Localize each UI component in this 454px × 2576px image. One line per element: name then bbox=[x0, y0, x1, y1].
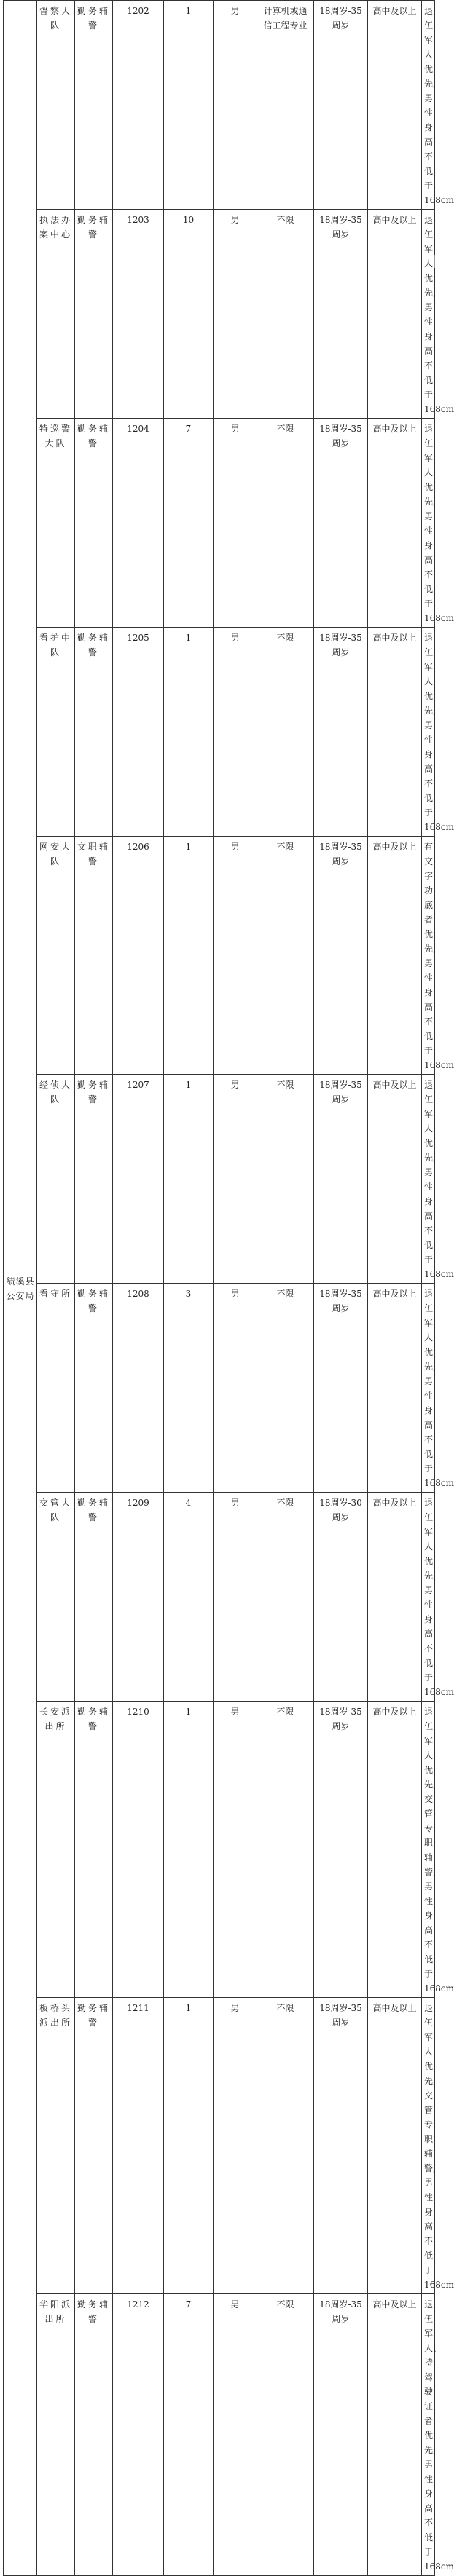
requirement-cell: 退伍军人、持驾驶证者优先,男性身高不低于168cm bbox=[422, 2294, 435, 2576]
age-cell: 18周岁-35周岁 bbox=[314, 1284, 368, 1493]
table-row bbox=[4, 1284, 435, 1493]
requirement-cell: 退伍军人优先,男性身高不低于168cm bbox=[422, 1075, 435, 1284]
gender-cell: 男 bbox=[214, 210, 257, 419]
education-cell: 高中及以上 bbox=[368, 1493, 422, 1702]
dept-cell: 督察大队 bbox=[37, 1, 75, 210]
unit-cell bbox=[4, 1, 37, 2576]
headcount-cell: 1 bbox=[164, 628, 214, 837]
headcount-cell: 7 bbox=[164, 419, 214, 628]
education-cell: 高中及以上 bbox=[368, 628, 422, 837]
education-cell: 高中及以上 bbox=[368, 1284, 422, 1493]
requirement-cell: 退伍军人优先,男性身高不低于168cm bbox=[422, 210, 435, 419]
requirement-cell: 退伍军人优先,男性身高不低于168cm bbox=[422, 419, 435, 628]
position-type-cell: 勤务辅警 bbox=[75, 2294, 113, 2576]
recruitment-table bbox=[3, 0, 454, 2576]
position-type-cell: 勤务辅警 bbox=[75, 1284, 113, 1493]
gender-cell: 男 bbox=[214, 2294, 257, 2576]
table-row bbox=[4, 210, 435, 419]
dept-cell: 执法办案中心 bbox=[37, 210, 75, 419]
table-row bbox=[4, 1, 435, 210]
major-cell: 不限 bbox=[257, 2294, 314, 2576]
position-code-cell: 1206 bbox=[113, 837, 164, 1075]
table-row bbox=[4, 419, 435, 628]
requirement-cell: 退伍军人优先,交管专职辅警,男性身高不低于168cm bbox=[422, 1998, 435, 2294]
position-code-cell: 1208 bbox=[113, 1284, 164, 1493]
major-cell: 不限 bbox=[257, 628, 314, 837]
page-edge-mark bbox=[434, 255, 437, 268]
gender-cell: 男 bbox=[214, 1284, 257, 1493]
education-cell: 高中及以上 bbox=[368, 1075, 422, 1284]
headcount-cell: 1 bbox=[164, 1, 214, 210]
education-cell: 高中及以上 bbox=[368, 1702, 422, 1998]
major-cell: 不限 bbox=[257, 1075, 314, 1284]
major-cell: 不限 bbox=[257, 1702, 314, 1998]
position-code-cell: 1209 bbox=[113, 1493, 164, 1702]
requirement-cell: 退伍军人优先,男性身高不低于168cm bbox=[422, 1, 435, 210]
position-code-cell: 1210 bbox=[113, 1702, 164, 1998]
age-cell: 18周岁-35周岁 bbox=[314, 1702, 368, 1998]
position-code-cell: 1207 bbox=[113, 1075, 164, 1284]
headcount-cell: 1 bbox=[164, 1702, 214, 1998]
position-code-cell: 1202 bbox=[113, 1, 164, 210]
dept-cell: 看护中队 bbox=[37, 628, 75, 837]
gender-cell: 男 bbox=[214, 1702, 257, 1998]
gender-cell: 男 bbox=[214, 1493, 257, 1702]
dept-cell: 看守所 bbox=[37, 1284, 75, 1493]
major-cell: 不限 bbox=[257, 419, 314, 628]
gender-cell: 男 bbox=[214, 1, 257, 210]
position-type-cell: 勤务辅警 bbox=[75, 628, 113, 837]
unit-name: 绩溪县公安局 bbox=[6, 1276, 35, 1301]
age-cell: 18周岁-35周岁 bbox=[314, 837, 368, 1075]
position-code-cell: 1211 bbox=[113, 1998, 164, 2294]
major-cell: 不限 bbox=[257, 1493, 314, 1702]
headcount-cell: 7 bbox=[164, 2294, 214, 2576]
requirement-cell: 退伍军人优先,男性身高不低于168cm bbox=[422, 628, 435, 837]
position-type-cell: 勤务辅警 bbox=[75, 1998, 113, 2294]
dept-cell: 网安大队 bbox=[37, 837, 75, 1075]
major-cell: 不限 bbox=[257, 837, 314, 1075]
table-row bbox=[4, 1493, 435, 1702]
age-cell: 18周岁-35周岁 bbox=[314, 1075, 368, 1284]
headcount-cell: 4 bbox=[164, 1493, 214, 1702]
headcount-cell: 1 bbox=[164, 1998, 214, 2294]
position-code-cell: 1212 bbox=[113, 2294, 164, 2576]
dept-cell: 交管大队 bbox=[37, 1493, 75, 1702]
age-cell: 18周岁-35周岁 bbox=[314, 419, 368, 628]
table-row bbox=[4, 1998, 435, 2294]
education-cell: 高中及以上 bbox=[368, 419, 422, 628]
major-cell: 计算机或通信工程专业 bbox=[257, 1, 314, 210]
gender-cell: 男 bbox=[214, 1998, 257, 2294]
education-cell: 高中及以上 bbox=[368, 210, 422, 419]
position-code-cell: 1205 bbox=[113, 628, 164, 837]
education-cell: 高中及以上 bbox=[368, 837, 422, 1075]
dept-cell: 经侦大队 bbox=[37, 1075, 75, 1284]
headcount-cell: 3 bbox=[164, 1284, 214, 1493]
position-type-cell: 勤务辅警 bbox=[75, 210, 113, 419]
requirement-cell: 退伍军人优先,男性身高不低于168cm bbox=[422, 1493, 435, 1702]
major-cell: 不限 bbox=[257, 1284, 314, 1493]
table-row bbox=[4, 1702, 435, 1998]
headcount-cell: 1 bbox=[164, 837, 214, 1075]
gender-cell: 男 bbox=[214, 837, 257, 1075]
age-cell: 18周岁-35周岁 bbox=[314, 1, 368, 210]
position-type-cell: 文职辅警 bbox=[75, 837, 113, 1075]
headcount-cell: 1 bbox=[164, 1075, 214, 1284]
dept-cell: 华阳派出所 bbox=[37, 2294, 75, 2576]
gender-cell: 男 bbox=[214, 628, 257, 837]
major-cell: 不限 bbox=[257, 1998, 314, 2294]
age-cell: 18周岁-35周岁 bbox=[314, 628, 368, 837]
position-type-cell: 勤务辅警 bbox=[75, 1, 113, 210]
table-row bbox=[4, 628, 435, 837]
requirement-cell: 退伍军人优先,男性身高不低于168cm bbox=[422, 1284, 435, 1493]
position-type-cell: 勤务辅警 bbox=[75, 1075, 113, 1284]
education-cell: 高中及以上 bbox=[368, 1998, 422, 2294]
dept-cell: 特巡警大队 bbox=[37, 419, 75, 628]
education-cell: 高中及以上 bbox=[368, 2294, 422, 2576]
gender-cell: 男 bbox=[214, 1075, 257, 1284]
education-cell: 高中及以上 bbox=[368, 1, 422, 210]
position-type-cell: 勤务辅警 bbox=[75, 1493, 113, 1702]
dept-cell: 长安派出所 bbox=[37, 1702, 75, 1998]
age-cell: 18周岁-35周岁 bbox=[314, 1998, 368, 2294]
age-cell: 18周岁-35周岁 bbox=[314, 210, 368, 419]
headcount-cell: 10 bbox=[164, 210, 214, 419]
age-cell: 18周岁-30周岁 bbox=[314, 1493, 368, 1702]
dept-cell: 板桥头派出所 bbox=[37, 1998, 75, 2294]
gender-cell: 男 bbox=[214, 419, 257, 628]
requirement-cell: 退伍军人优先,交管专职辅警,男性身高不低于168cm bbox=[422, 1702, 435, 1998]
table-row bbox=[4, 837, 435, 1075]
table-row bbox=[4, 2294, 435, 2576]
position-type-cell: 勤务辅警 bbox=[75, 1702, 113, 1998]
table-row bbox=[4, 1075, 435, 1284]
position-type-cell: 勤务辅警 bbox=[75, 419, 113, 628]
requirement-cell: 有文字功底者优先,男性身高不低于168cm bbox=[422, 837, 435, 1075]
major-cell: 不限 bbox=[257, 210, 314, 419]
position-code-cell: 1203 bbox=[113, 210, 164, 419]
position-code-cell: 1204 bbox=[113, 419, 164, 628]
age-cell: 18周岁-35周岁 bbox=[314, 2294, 368, 2576]
